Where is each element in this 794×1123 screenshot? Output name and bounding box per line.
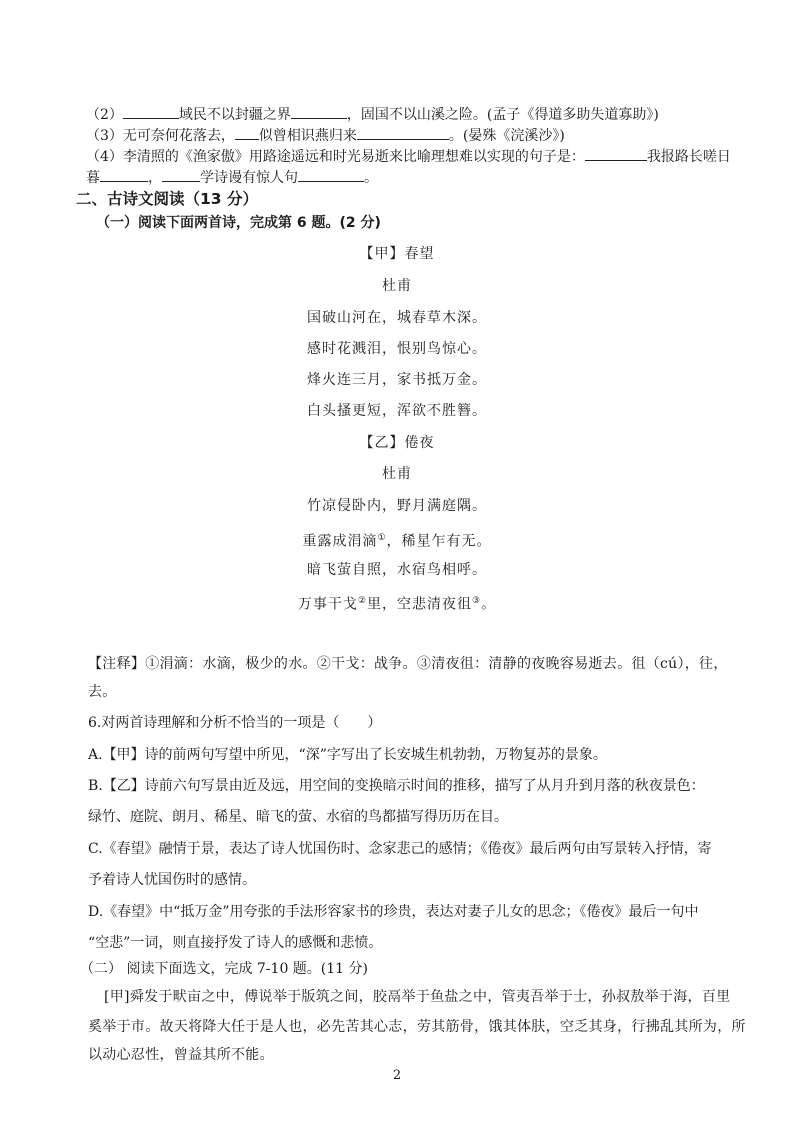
source-citation: (孟子《得道多助失道寡助》)	[486, 107, 659, 123]
section-title: 二、古诗文阅读（13 分）	[76, 190, 258, 208]
option-c: C.《春望》融情于景，表达了诗人忧国伤时、念家悲己的感情；《倦夜》最后两句由写景转入抒情，寄	[88, 841, 712, 857]
answer-blank[interactable]	[357, 126, 449, 140]
question-6-stem: 6.对两首诗理解和分析不恰当的一项是（ ）	[88, 715, 382, 731]
option-a: A.【甲】诗的前两句写望中所见，“深”字写出了长安城生机勃勃，万物复苏的景象。	[88, 747, 607, 763]
poem-b-title: 【乙】倦夜	[359, 435, 435, 451]
subsection-title: （一）阅读下面两首诗，完成第 6 题。(2 分)	[96, 215, 381, 231]
question-4-line1: （4）李清照的《渔家傲》用路途遥远和时光易逝来比喻理想难以实现的句子是： 我报路长嗟日	[86, 149, 731, 165]
footnote-marker: ②	[357, 596, 367, 606]
question-4-line2: 暮 ， 学诗谩有惊人句 。	[86, 170, 378, 186]
poem-b-line: 竹凉侵卧内，野月满庭隅。	[307, 498, 487, 514]
question-2: （2） 域民不以封疆之界 ，固国不以山溪之险。(孟子《得道多助失道寡助》)	[86, 107, 659, 123]
option-d-continued: “空悲”一词，则直接抒发了诗人的感慨和悲愤。	[88, 935, 383, 951]
question-number: （3）	[86, 128, 123, 144]
answer-blank[interactable]	[123, 105, 179, 119]
passage-text: 奚举于市。故天将降大任于是人也，必先苦其心志，劳其筋骨，饿其体肤，空乏其身，行拂乱其所为，所	[88, 1019, 746, 1035]
poem-a-line: 国破山河在，城春草木深。	[307, 310, 487, 326]
poem-a-author: 杜甫	[382, 278, 412, 294]
part2-title: （二） 阅读下面选文，完成 7-10 题。(11 分)	[80, 961, 368, 977]
answer-blank[interactable]	[585, 147, 647, 161]
poem-b-line: 重露成涓滴①，稀星乍有无。	[302, 533, 492, 550]
option-d: D.《春望》中“抵万金”用夸张的手法形容家书的珍贵，表达对妻子儿女的思念；《倦夜》最后一句中	[88, 904, 699, 920]
answer-blank[interactable]	[291, 105, 347, 119]
passage-text: 以动心忍性，曾益其所不能。	[88, 1047, 274, 1063]
passage-text: [甲]舜发于畎亩之中，傅说举于版筑之间，胶鬲举于鱼盐之中，管夷吾举于士，孙叔敖举于海，百里	[104, 989, 731, 1005]
source-citation: (晏殊《浣溪沙》)	[462, 128, 565, 144]
answer-blank[interactable]	[298, 168, 364, 182]
poem-a-line: 白头搔更短，浑欲不胜簪。	[307, 403, 487, 419]
question-number: （2）	[86, 107, 123, 123]
footnote-marker: ③	[472, 596, 482, 606]
poem-b-line: 万事干戈②里，空悲清夜徂③。	[297, 596, 497, 613]
option-b-continued: 绿竹、庭院、朗月、稀星、暗飞的萤、水宿的鸟都描写得历历在目。	[88, 809, 508, 825]
annotation-text: 【注释】①涓滴：水滴，极少的水。②干戈：战争。③清夜徂：清静的夜晚容易逝去。徂（cú），往，	[88, 656, 728, 672]
page-number: 2	[392, 1068, 402, 1083]
question-3: （3）无可奈何花落去， 似曾相识燕归来 。(晏殊《浣溪沙》)	[86, 128, 565, 144]
option-b: B.【乙】诗前六句写景由近及远，用空间的变换暗示时间的推移，描写了从月升到月落的秋夜景色：	[88, 778, 705, 794]
question-number: （4）	[86, 149, 123, 165]
poem-b-line: 暗飞萤自照，水宿鸟相呼。	[307, 562, 487, 578]
answer-blank[interactable]	[235, 126, 259, 140]
poem-a-line: 感时花溅泪，恨别鸟惊心。	[307, 341, 487, 357]
poem-a-line: 烽火连三月，家书抵万金。	[307, 372, 487, 388]
answer-blank[interactable]	[100, 168, 148, 182]
answer-blank[interactable]	[162, 168, 200, 182]
poem-b-author: 杜甫	[382, 466, 412, 482]
poem-a-title: 【甲】春望	[359, 246, 435, 262]
option-c-continued: 予着诗人忧国伤时的感情。	[88, 872, 256, 888]
footnote-marker: ①	[377, 533, 387, 543]
annotation-text: 去。	[88, 684, 117, 700]
